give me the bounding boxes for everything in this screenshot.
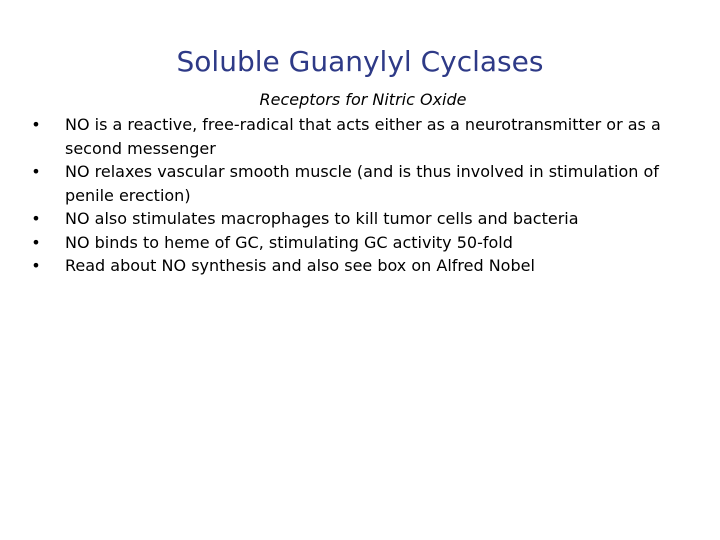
bullet-marker: • (31, 256, 41, 275)
bullet-list (30, 113, 690, 278)
bullet-text: NO binds to heme of GC, stimulating GC activity 50-fold (65, 232, 513, 252)
slide-subtitle: Receptors for Nitric Oxide (259, 90, 467, 109)
bullet-marker: • (31, 232, 41, 252)
bullet-text: NO relaxes vascular smooth muscle (and is thus involved in stimulation of penile erection) (65, 162, 659, 205)
bullet-marker: • (31, 115, 41, 134)
bullet-item (30, 231, 690, 255)
bullet-item (30, 207, 690, 231)
bullet-text: NO also stimulates macrophages to kill tumor cells and bacteria (65, 209, 579, 228)
bullet-item (30, 254, 690, 278)
bullet-text: NO is a reactive, free-radical that acts either as a neurotransmitter or as a second messenger (65, 115, 661, 158)
bullet-marker: • (31, 209, 41, 228)
bullet-item (30, 160, 690, 207)
bullet-marker: • (31, 162, 41, 181)
slide-title: Soluble Guanylyl Cyclases (176, 45, 544, 78)
bullet-text: Read about NO synthesis and also see box on Alfred Nobel (65, 256, 535, 275)
bullet-item (30, 113, 690, 160)
